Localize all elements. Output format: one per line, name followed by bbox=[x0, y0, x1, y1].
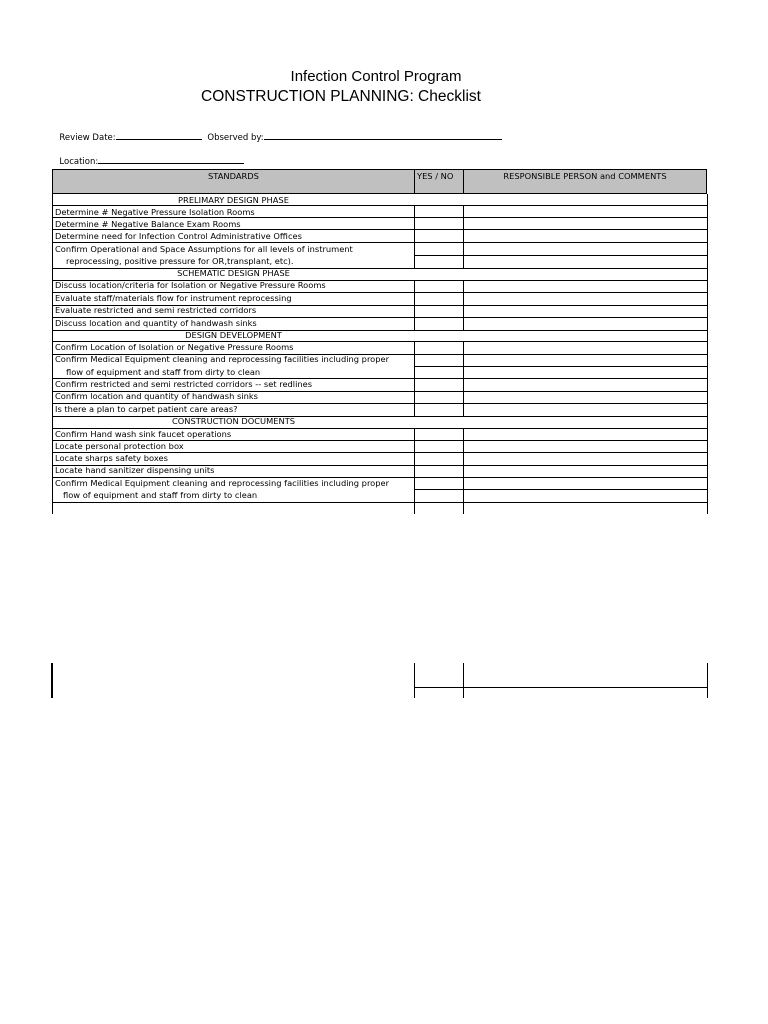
table-column-divider bbox=[463, 341, 464, 416]
location-blank bbox=[98, 155, 244, 164]
table-rule bbox=[414, 366, 707, 367]
observed-by-blank bbox=[264, 131, 502, 140]
table-rule bbox=[414, 255, 707, 256]
review-date-field bbox=[54, 121, 202, 143]
lower-table-divider-1 bbox=[414, 663, 415, 698]
table-row: Evaluate staff/materials flow for instrument reprocessing bbox=[55, 293, 292, 303]
table-row: Confirm Medical Equipment cleaning and reprocessing facilities including proper bbox=[55, 478, 390, 488]
lower-table-rule bbox=[414, 687, 707, 688]
table-row: Confirm location and quantity of handwash sinks bbox=[55, 391, 258, 401]
observed-by-label: Observed by: bbox=[207, 133, 264, 143]
standards-header: STANDARDS bbox=[208, 171, 259, 181]
table-row: Locate personal protection box bbox=[55, 441, 184, 451]
lower-table-border-left bbox=[51, 663, 53, 698]
table-row: Determine # Negative Balance Exam Rooms bbox=[55, 219, 241, 229]
table-row: Is there a plan to carpet patient care areas? bbox=[55, 404, 238, 414]
table-row: reprocessing, positive pressure for OR,transplant, etc). bbox=[66, 256, 294, 266]
table-row: Confirm Operational and Space Assumptions for all levels of instrument bbox=[55, 244, 353, 254]
table-rule bbox=[52, 217, 707, 218]
yes-no-header: YES / NO bbox=[417, 171, 454, 181]
table-column-divider bbox=[414, 341, 415, 416]
table-column-divider bbox=[463, 428, 464, 514]
table-rule bbox=[52, 502, 707, 503]
table-row: Confirm restricted and semi restricted corridors -- set redlines bbox=[55, 379, 313, 389]
table-row: Confirm Hand wash sink faucet operations bbox=[55, 429, 232, 439]
table-row: Confirm Medical Equipment cleaning and reprocessing facilities including proper bbox=[55, 354, 390, 364]
program-title: Infection Control Program bbox=[290, 68, 462, 85]
table-row: Discuss location/criteria for Isolation or Negative Pressure Rooms bbox=[55, 280, 326, 290]
table-column-divider bbox=[463, 280, 464, 330]
table-row: flow of equipment and staff from dirty to clean bbox=[63, 490, 258, 500]
review-date-blank bbox=[116, 131, 202, 140]
table-column-divider bbox=[414, 205, 415, 268]
table-rule bbox=[52, 205, 707, 206]
lower-table-divider-2 bbox=[463, 663, 464, 698]
location-label: Location: bbox=[59, 157, 99, 167]
table-row: Determine need for Infection Control Administrative Offices bbox=[55, 231, 302, 241]
table-rule bbox=[52, 242, 707, 243]
comments-header: RESPONSIBLE PERSON and COMMENTS bbox=[503, 171, 667, 181]
section-construction-documents: CONSTRUCTION DOCUMENTS bbox=[171, 416, 296, 426]
section-preliminary-design: PRELIMARY DESIGN PHASE bbox=[178, 195, 289, 205]
table-row: Discuss location and quantity of handwash sinks bbox=[55, 318, 257, 328]
table-border-right bbox=[707, 194, 708, 514]
section-design-development: DESIGN DEVELOPMENT bbox=[185, 330, 282, 340]
lower-table-border-right bbox=[707, 663, 708, 698]
review-date-label: Review Date: bbox=[59, 133, 116, 143]
location-field bbox=[54, 145, 244, 167]
checklist-title: CONSTRUCTION PLANNING: Checklist bbox=[201, 88, 481, 105]
table-row: Confirm Location of Isolation or Negative Pressure Rooms bbox=[55, 342, 294, 352]
table-column-divider bbox=[414, 280, 415, 330]
table-rule bbox=[414, 489, 707, 490]
section-schematic-design: SCHEMATIC DESIGN PHASE bbox=[177, 268, 290, 278]
table-row: Determine # Negative Pressure Isolation Rooms bbox=[55, 207, 255, 217]
table-row: flow of equipment and staff from dirty to clean bbox=[66, 367, 261, 377]
table-column-divider bbox=[463, 205, 464, 268]
table-column-divider bbox=[414, 428, 415, 514]
observed-by-field bbox=[202, 121, 502, 143]
table-row: Locate sharps safety boxes bbox=[55, 453, 168, 463]
table-row: Locate hand sanitizer dispensing units bbox=[55, 465, 215, 475]
table-row: Evaluate restricted and semi restricted corridors bbox=[55, 305, 257, 315]
table-rule bbox=[52, 229, 707, 230]
